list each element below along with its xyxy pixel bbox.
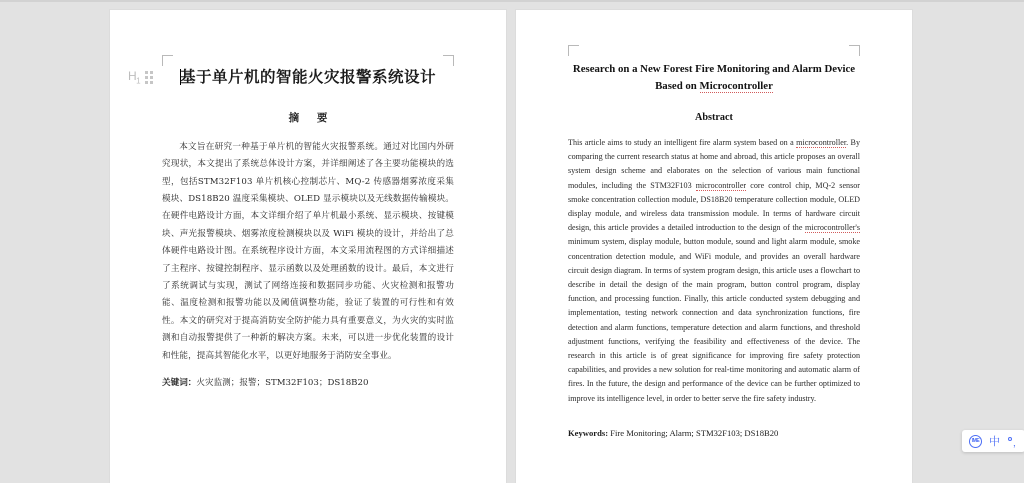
page-2-abstract-heading: Abstract <box>695 112 733 123</box>
page-2-keywords-label: Keywords: <box>568 427 609 438</box>
page-2-keywords[interactable] <box>568 428 860 438</box>
document-page-2[interactable] <box>516 10 912 483</box>
drag-dots-icon[interactable] <box>145 71 153 84</box>
page-2-title-line-1: Research on a New Forest Fire Monitoring and Alarm Device <box>572 63 856 75</box>
page-1-abstract-heading: 摘 要 <box>288 111 335 124</box>
document-page-1[interactable] <box>110 10 506 483</box>
spellcheck-underline: microcontroller <box>796 138 847 147</box>
spellcheck-underline: microcontroller <box>695 180 747 190</box>
page-2-title-line-2-prefix: Based on <box>655 80 700 92</box>
ime-status-bar[interactable] <box>962 430 1024 452</box>
page-1-keywords[interactable] <box>162 376 454 391</box>
page-2-content <box>568 45 860 438</box>
spellcheck-underline: microcontroller's <box>805 223 860 233</box>
sogou-ime-logo-icon[interactable] <box>969 435 982 448</box>
page-2-title[interactable] <box>568 61 860 95</box>
punctuation-mode-icon[interactable] <box>1007 435 1023 449</box>
page-2-abstract-paragraph[interactable] <box>568 136 860 406</box>
page-1-keywords-label: 关键词： <box>162 377 197 388</box>
ime-logo-text: IME <box>971 438 980 444</box>
paragraph-segment: core control chip, MQ-2 sensor smoke concentration collection module, DS18B20 temperature collection module, OLED display module, and wireless data transmission module. In terms of hardware circuit design, this article provides a detailed introduction to the design of the <box>568 180 860 233</box>
page-1-title[interactable] <box>162 67 454 89</box>
heading-level-label: $H_1$ <box>128 69 141 86</box>
page-1-keywords-value: 火灾监测；报警；STM32F103；DS18B20 <box>196 377 369 388</box>
paragraph-segment: . By comparing the current research status at home and abroad, this article proposes an overall system design scheme and elaborates on the selection of various main functional modules, including the STM32F103 <box>568 138 860 190</box>
page-1-title-text: 基于单片机的智能火灾报警系统设计 <box>179 68 436 86</box>
ime-language-toggle[interactable]: 中 <box>989 434 1000 448</box>
page-1-content <box>162 55 454 391</box>
page-2-title-line-2 <box>568 78 860 95</box>
paragraph-segment: minimum system, display module, button module, sound and light alarm module, smoke concentration detection module, and WiFi module, and provides an overall hardware circuit design diagram. In terms of system program design, this article uses a flowchart to describe in detail the design of the main program, button control program, display function, and processing function. Finally, this article conducted system debugging and implementation, testing network connection and data synchronization functions, fire detection and alarm functions, temperature detection and alarm functions, and threshold adjustment functions, verifying the feasibility and effectiveness of the device. The research in this article is of great significance for improving fire safety protection capabilities, and provides a new solution for real-time monitoring and automatic alarm of fires. In the future, the design and performance of the device can be further optimized to improve its intelligence level, in order to better serve the fire safety industry. <box>568 237 860 403</box>
paragraph-segment: This article aims to study an intelligent fire alarm system based on a <box>568 138 797 147</box>
page-2-keywords-value: Fire Monitoring; Alarm; STM32F103; DS18B20 <box>608 427 779 438</box>
page-1-abstract-paragraph[interactable]: 本文旨在研究一种基于单片机的智能火灾报警系统。通过对比国内外研究现状，本文提出了系统总体设计方案，并详细阐述了各主要功能模块的选型，包括STM32F103 单片机核心控制芯片、MQ-2 传感器烟雾浓度采集模块、DS18B20 温度采集模块、OLED 显示模块以及无线数据传输模块。在硬件电路设计方面，本文详细介绍了单片机最小系统、显示模块、按键模块、声光报警模块、烟雾浓度检测模块以及 WiFi 模块的设计，并给出了总体硬件电路设计图。在系统程序设计方面，本文采用流程图的方式详细描述了主程序、按键控制程序、显示函数以及处理函数的设计。最后，本文进行了系统调试与实现，测试了网络连接和数据同步功能、火灾检测和报警功能、温度检测和报警功能以及阈值调整功能，验证了装置的可行性和有效性。本文的研究对于提高消防安全防护能力具有重要意义，为火灾的实时监测和自动报警提供了一种新的解决方案。未来，可以进一步优化装置的设计和性能，提高其智能化水平，以更好地服务于消防安全事业。 <box>162 141 454 361</box>
punctuation-glyph: ， <box>1013 438 1023 449</box>
heading-gutter-marker[interactable] <box>128 70 153 85</box>
toolbar-divider <box>0 0 1024 2</box>
spellcheck-underline: Microcontroller <box>699 80 773 92</box>
